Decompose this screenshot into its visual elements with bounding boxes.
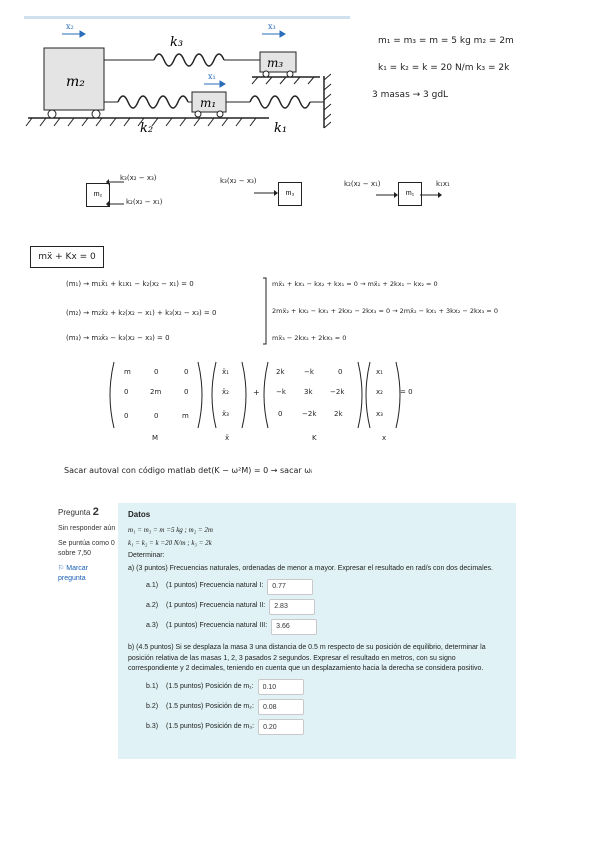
datos-mass: m₁ = m₃ = m =5 kg ; m₂ = 2m	[128, 526, 213, 535]
matrix-M-13: 0	[184, 368, 189, 376]
matrix-K-11: 2k	[276, 368, 285, 376]
boxed-equation: mẍ + Kx = 0	[30, 246, 104, 268]
matrix-K-23: −2k	[330, 388, 345, 396]
diagram-label-k2: k₂	[140, 121, 154, 136]
matrix-K-21: −k	[276, 388, 286, 396]
fbd-m1-right-force: k₁x₁	[436, 180, 450, 188]
answer-input-a1[interactable]	[267, 579, 313, 595]
vector-xdd-1: ẍ₁	[222, 368, 229, 376]
vector-xdd-3: ẍ₃	[222, 410, 229, 418]
answer-input-a2[interactable]	[269, 599, 315, 615]
vector-x-3: x₃	[376, 410, 383, 418]
matrix-M-31: 0	[124, 412, 129, 420]
diagram-label-k3: k₃	[170, 35, 184, 50]
matrix-K-33: 2k	[334, 410, 343, 418]
fbd-m3-left-force: k₃(x₂ − x₃)	[220, 177, 257, 185]
note-dof: 3 masas → 3 gdL	[372, 90, 449, 100]
fbd-m3: m₃	[278, 182, 302, 206]
matrix-plus: +	[253, 388, 260, 397]
reduced-equation-1: mẍ₁ + kx₁ − kx₂ + kx₁ = 0 → mẍ₁ + 2kx₁ − kx₂ = 0	[272, 280, 438, 288]
equation-m2: (m₂) → m₂ẍ₂ + k₂(x₂ − x₁) + k₃(x₂ − x₃) = 0	[66, 309, 217, 317]
answer-input-a3[interactable]	[271, 619, 317, 635]
question-info	[58, 505, 116, 583]
datos-title: Datos	[128, 510, 151, 519]
reduced-equation-3: mẍ₃ − 2kx₂ + 2kx₃ = 0	[272, 334, 347, 342]
diagram-label-x3: x₃	[268, 22, 276, 31]
diagram-label-x2: x₂	[66, 22, 74, 31]
diagram-label-m2: m₂	[66, 74, 85, 90]
part-a-text: a) (3 puntos) Frecuencias naturales, ordenadas de menor a mayor. Expresar el resultado en rad/s con dos decimales.	[128, 564, 493, 572]
diagram-label-x1: x₁	[208, 72, 216, 81]
answer-row-b3: b.3) (1.5 puntos) Posición de m₃: 0.20	[146, 719, 506, 735]
matrix-M-33: m	[182, 412, 189, 420]
matrix-equals-zero: = 0	[400, 388, 413, 396]
matrix-label-xdd: ẍ	[225, 434, 230, 442]
answer-row-a2: a.2) (1 puntos) Frecuencia natural II: 2.83	[146, 599, 506, 615]
datos-determinar: Determinar:	[128, 552, 165, 560]
matrix-K-31: 0	[278, 410, 283, 418]
matrix-label-M: M	[152, 434, 159, 442]
matrix-M-32: 0	[154, 412, 159, 420]
fbd-m1-right-arrow	[420, 190, 442, 200]
matrix-K-32: −2k	[302, 410, 317, 418]
matrix-M-21: 0	[124, 388, 129, 396]
matrix-M-23: 0	[184, 388, 189, 396]
answer-input-b1[interactable]	[258, 679, 304, 695]
fbd-m1-left-force: k₂(x₂ − x₁)	[344, 180, 381, 188]
note-springs: k₁ = k₂ = k = 20 N/m k₃ = 2k	[378, 63, 510, 73]
equation-m1: (m₁) → m₁ẍ₁ + k₁x₁ − k₂(x₂ − x₁) = 0	[66, 280, 194, 288]
answer-row-a3: a.3) (1 puntos) Frecuencia natural III: 3.66	[146, 619, 506, 635]
answer-row-b2: b.2) (1.5 puntos) Posición de m₂: 0.08	[146, 699, 506, 715]
question-content	[118, 503, 516, 759]
flag-question-button[interactable]: ⚐ Marcar pregunta	[58, 565, 89, 582]
matrix-K-12: −k	[304, 368, 314, 376]
flag-icon: ⚐	[58, 565, 65, 573]
matlab-note: Sacar autoval con código matlab det(K − ω²M) = 0 → sacar ωᵢ	[64, 466, 313, 475]
matrix-label-x: x	[382, 434, 387, 442]
reduced-equation-2: 2mẍ₂ + kx₂ − kx₁ + 2kx₂ − 2kx₃ = 0 → 2mẍ₂ − kx₁ + 3kx₂ − 2kx₃ = 0	[272, 307, 498, 315]
equations-brace	[262, 276, 270, 346]
diagram-label-m3: m₃	[267, 56, 284, 70]
vector-x-2: x₂	[376, 388, 383, 396]
question-score: Se puntúa como 0 sobre 7,50	[58, 540, 115, 557]
fbd-m2-bottom-force: k₂(x₂ − x₁)	[126, 198, 163, 206]
fbd-m2-top-force: k₃(x₂ − x₃)	[120, 174, 157, 182]
question-status: Sin responder aún	[58, 524, 116, 532]
answer-input-b2[interactable]	[258, 699, 304, 715]
answer-input-b3[interactable]	[258, 719, 304, 735]
fbd-m2: m₂	[86, 183, 110, 207]
diagram-label-k1: k₁	[274, 121, 288, 136]
fbd-m1: m₁	[398, 182, 422, 206]
question-title: Pregunta 2	[58, 506, 99, 518]
matrix-equation	[108, 360, 428, 450]
fbd-m3-arrow	[254, 188, 278, 198]
answer-row-a1: a.1) (1 puntos) Frecuencia natural I: 0.77	[146, 579, 506, 595]
vector-x-1: x₁	[376, 368, 383, 376]
equation-m3: (m₃) → m₃ẍ₃ − k₃(x₂ − x₃) = 0	[66, 334, 170, 342]
diagram-label-m1: m₁	[200, 96, 217, 110]
matrix-label-K: K	[312, 434, 317, 442]
fbd-m2-arrows	[106, 178, 126, 208]
fbd-m1-left-arrow	[376, 190, 398, 200]
mass-spring-diagram	[24, 16, 350, 136]
matrix-M-11: m	[124, 368, 131, 376]
datos-spring: k₁ = k₂ = k =20 N/m ; k₃ = 2k	[128, 539, 212, 548]
matrix-K-22: 3k	[304, 388, 313, 396]
answer-row-b1: b.1) (1.5 puntos) Posición de m₁: 0.10	[146, 679, 506, 695]
part-b-text: b) (4.5 puntos) Si se desplaza la masa 3 una distancia de 0.5 m respecto de su posición de equilibrio, determinar la posición relativa de las masas 1, 2, 3 pasados 2 segundos. Expresar el resultado en metros, con su signo correspondiente y 2 decimales, teniendo en cuenta que un desplazamiento hacia la derecha se considera positivo.	[128, 643, 486, 673]
matrix-M-22: 2m	[150, 388, 162, 396]
vector-xdd-2: ẍ₂	[222, 388, 229, 396]
matrix-M-12: 0	[154, 368, 159, 376]
matrix-K-13: 0	[338, 368, 343, 376]
note-masses: m₁ = m₃ = m = 5 kg m₂ = 2m	[378, 36, 514, 46]
